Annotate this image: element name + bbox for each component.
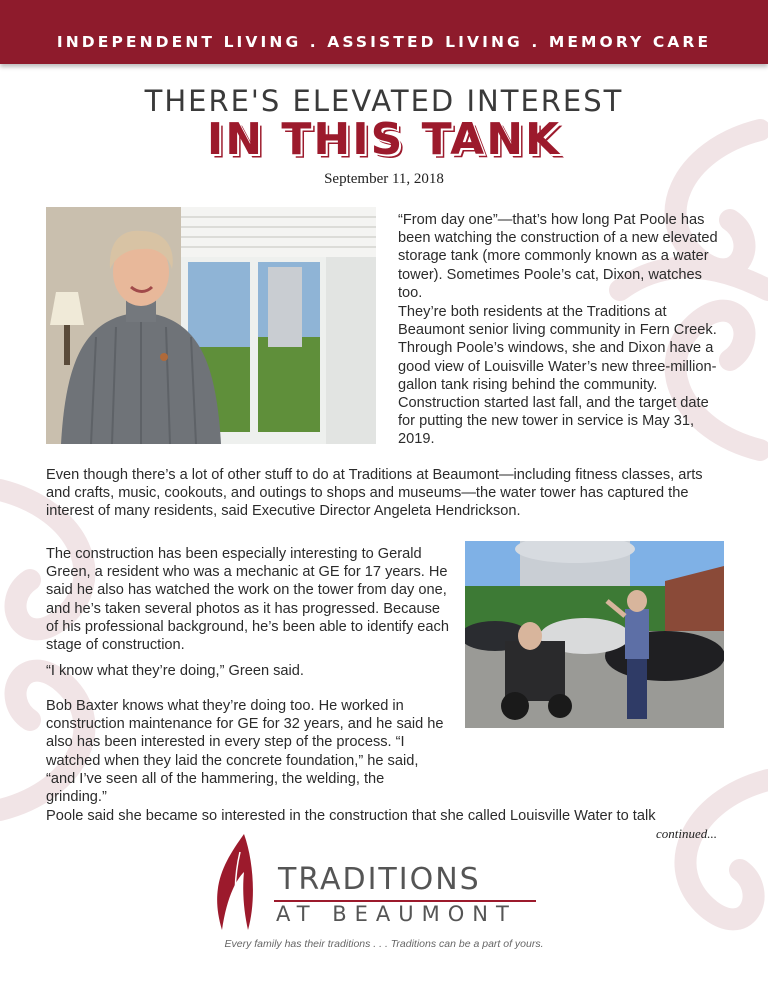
paragraph-1: “From day one”—that’s how long Pat Poole has been watching the construction of a new elevated storage tank (more commonly known as a water tower). Sometimes Poole’s cat, Dixon, watches too. — [398, 212, 718, 301]
paragraph-4: The construction has been especially interesting to Gerald Green, a resident who was a mechanic at GE for 17 years. He said he also has watched the work on the tower from day one, and he’s taken several photos as it has progressed. Because of his professional background, he’s been able to identify each stage of construction. — [46, 546, 449, 654]
header-banner — [0, 0, 768, 64]
photo-residents-water-tower — [465, 541, 724, 728]
article-title-line1: THERE'S ELEVATED INTEREST — [144, 84, 624, 118]
article-date: September 11, 2018 — [324, 171, 444, 187]
footer-tagline: Every family has their traditions . . . Traditions can be a part of yours. — [224, 938, 544, 950]
logo-at-beaumont: AT BEAUMONT — [276, 902, 517, 926]
banner-text: INDEPENDENT LIVING . ASSISTED LIVING . MEMORY CARE — [56, 33, 712, 51]
paragraph-2: They’re both residents at the Traditions at Beaumont senior living community in Fern Creek. Through Poole’s windows, she and Dixon have a good view of Louisville Water’s new three-million-gallon tank rising behind the community. Construction started last fall, and the target date for putting the new tower in service is May 31, 2019. — [398, 304, 717, 448]
photo-resident-at-window — [46, 207, 376, 444]
article-title-line2: IN THIS TANK — [206, 114, 562, 165]
paragraph-5: “I know what they’re doing,” Green said. — [46, 663, 304, 679]
continued-note: continued... — [655, 826, 717, 841]
paragraph-6: Bob Baxter knows what they’re doing too. He worked in construction maintenance for GE for 32 years, and he said he also has been interested in every step of the process. “I watched when they laid the concrete foundation,” he said, “and I’ve seen all of the hammering, the welding, the grinding.” — [46, 698, 444, 806]
paragraph-6-start — [46, 697, 449, 806]
logo-traditions: TRADITIONS — [278, 862, 481, 897]
paragraph-3: Even though there’s a lot of other stuff to do at Traditions at Beaumont—including fitness classes, arts and crafts, music, cookouts, and outings to shops and museums—the water tower has captured the interest of many residents, said Executive Director Angeleta Hendrickson. — [46, 467, 703, 520]
paragraph-7: Poole said she became so interested in the construction that she called Louisville Water to talk — [46, 808, 656, 824]
decorative-flourish-right-lower — [580, 760, 768, 994]
flame-logo-icon — [204, 832, 264, 932]
